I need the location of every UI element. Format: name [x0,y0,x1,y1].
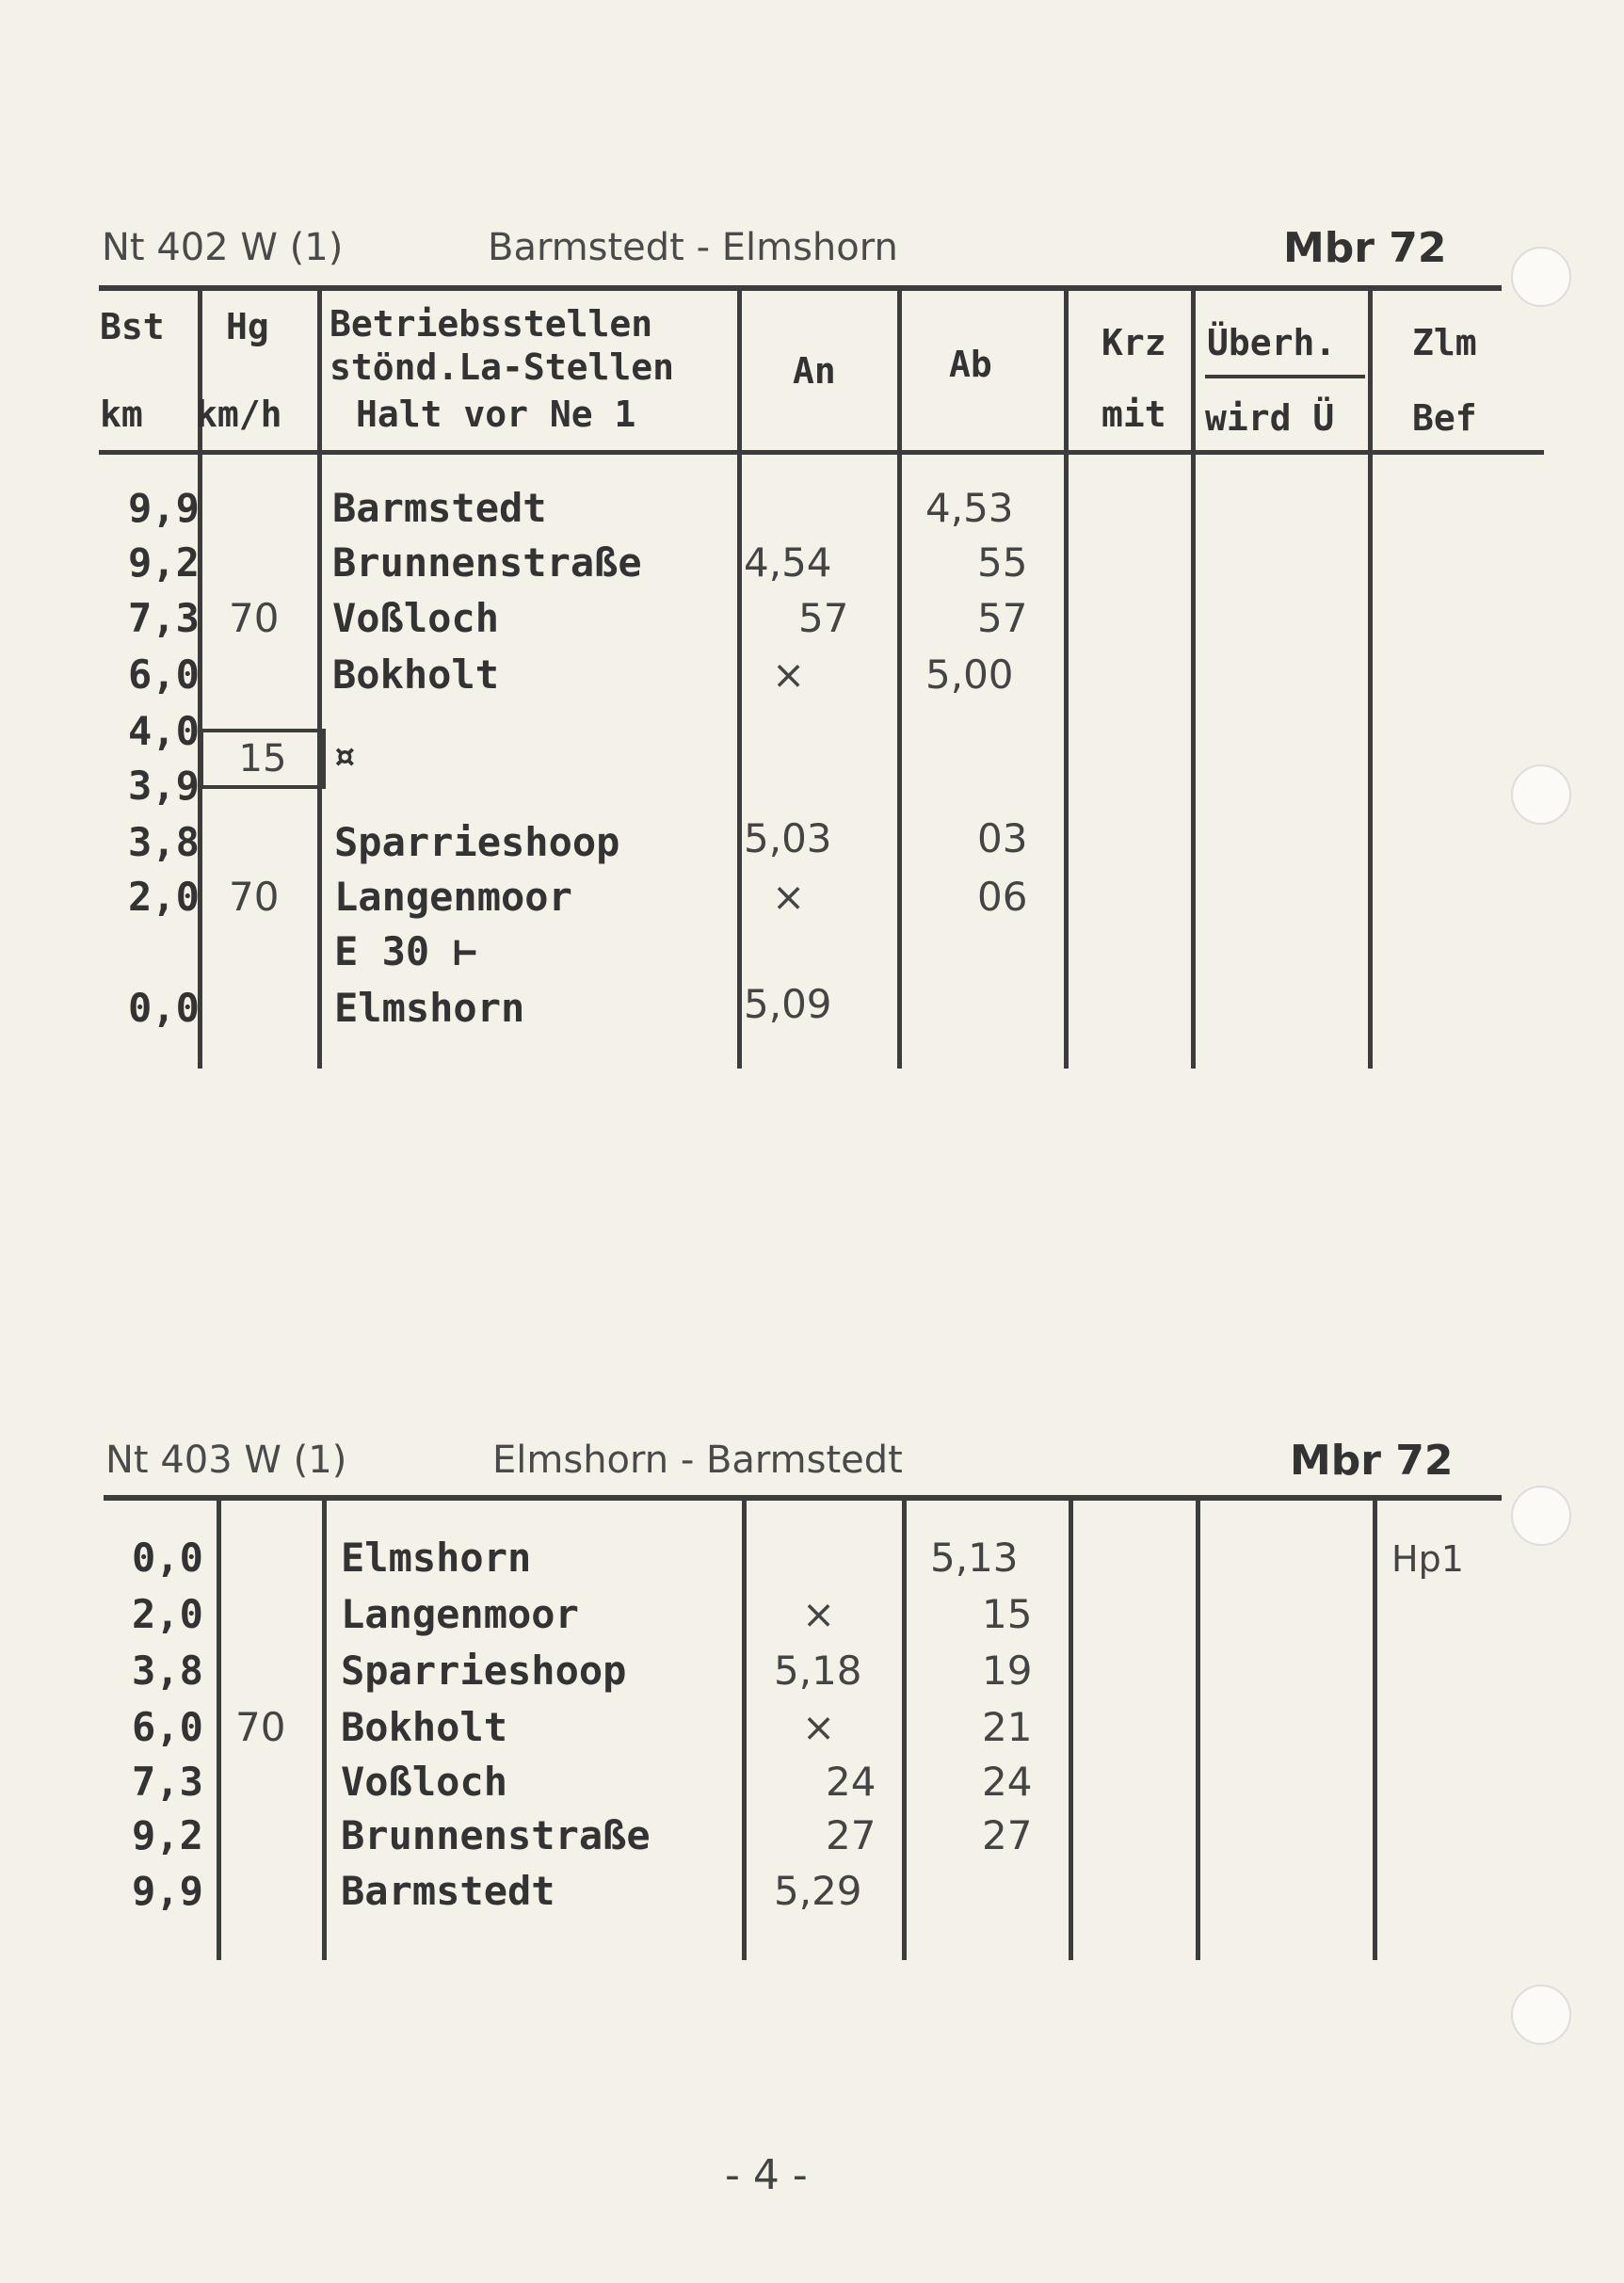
col-line [1069,1499,1073,1960]
ab-time: 5,00 [925,651,1014,698]
an-time: 5,09 [744,981,832,1027]
an-mark: × [802,1591,836,1637]
col-line [217,1499,221,1960]
km-value: 7,3 [132,1759,203,1805]
km-value: 2,0 [132,1591,203,1637]
km-value: 9,9 [128,485,200,531]
ab-time: 4,53 [925,485,1014,531]
col-line [317,287,322,1069]
col-line [742,1499,747,1960]
header-betrieb3: Halt vor Ne 1 [356,394,636,435]
train-number: Nt 403 W (1) [105,1439,347,1482]
ab-time: 15 [982,1591,1033,1637]
col-line [1064,287,1069,1069]
an-mark: × [802,1704,836,1750]
an-time: 5,18 [774,1648,862,1694]
table1-top-rule [99,285,1502,291]
an-time: 4,54 [744,539,832,586]
header-krz: Krz [1101,322,1166,363]
ab-time: 19 [982,1648,1033,1694]
an-time: 57 [798,595,849,641]
header-betrieb2: stönd.La-Stellen [330,346,675,388]
km-value: 0,0 [128,985,200,1031]
an-time: 24 [826,1759,876,1805]
station-name: Barmstedt [341,1868,555,1914]
col-line [1373,1499,1377,1960]
uberh-divider [1205,375,1365,378]
train-number: Nt 402 W (1) [102,226,344,269]
speed-value: 70 [229,874,280,920]
symbol-mark: ¤ [332,732,357,779]
ab-time: 5,13 [930,1535,1019,1581]
header-betrieb1: Betriebsstellen [330,303,653,345]
km-value: 3,9 [128,763,200,809]
speed-restriction-box [200,729,326,789]
ab-time: 24 [982,1759,1033,1805]
header-bst: Bst [100,306,165,347]
speed-sign: E 30 ⊢ [334,928,477,974]
km-value: 9,2 [128,539,200,586]
punch-hole [1511,1985,1571,2045]
col-line [1196,1499,1200,1960]
km-value: 9,9 [132,1868,203,1914]
station-name: Elmshorn [341,1535,532,1581]
station-name: Voßloch [341,1759,508,1805]
table1-header-rule [99,450,1544,455]
ab-time: 27 [982,1812,1033,1858]
km-value: 7,3 [128,595,200,641]
col-line [902,1499,907,1960]
ab-time: 21 [982,1704,1033,1750]
km-value: 4,0 [128,708,200,754]
km-value: 6,0 [132,1704,203,1750]
station-name: Voßloch [332,595,500,641]
km-value: 6,0 [128,651,200,698]
ab-time: 03 [977,815,1028,861]
header-uberh: Überh. [1207,322,1337,363]
header-bef: Bef [1412,397,1477,439]
speed-value: 70 [235,1704,286,1750]
col-line [737,287,742,1069]
km-value: 9,2 [132,1812,203,1858]
col-line [897,287,902,1069]
table2-top-rule [104,1495,1502,1501]
route: Barmstedt - Elmshorn [488,226,898,269]
header-an: An [793,350,836,392]
station-name: Sparrieshoop [334,819,620,865]
route: Elmshorn - Barmstedt [492,1439,903,1482]
an-mark: × [772,874,806,920]
station-name: Sparrieshoop [341,1648,627,1694]
station-name: Bokholt [332,651,500,698]
punch-hole [1511,764,1571,825]
speed-value: 70 [229,595,280,641]
header-hg: Hg [226,306,269,347]
header-zlm: Zlm [1412,322,1477,363]
col-line [322,1499,327,1960]
station-name: Bokholt [341,1704,508,1750]
mbr-label: Mbr 72 [1290,1437,1454,1485]
zlm-value: Hp1 [1391,1538,1464,1580]
ab-time: 06 [977,874,1028,920]
col-line [1368,287,1373,1069]
station-name: Langenmoor [341,1591,579,1637]
punch-hole [1511,1486,1571,1546]
station-name: Barmstedt [332,485,547,531]
station-name: Brunnenstraße [341,1812,651,1858]
an-time: 5,29 [774,1868,862,1914]
punch-hole [1511,247,1571,307]
header-kmh: km/h [196,394,282,435]
header-mit: mit [1101,394,1166,435]
page-number: - 4 - [725,2151,808,2199]
station-name: Brunnenstraße [332,539,642,586]
mbr-label: Mbr 72 [1283,224,1447,272]
an-time: 5,03 [744,815,832,861]
speed-value: 15 [238,737,287,780]
km-value: 0,0 [132,1535,203,1581]
station-name: Elmshorn [334,985,525,1031]
header-ab: Ab [949,344,992,385]
ab-time: 57 [977,595,1028,641]
station-name: Langenmoor [334,874,572,920]
km-value: 3,8 [132,1648,203,1694]
km-value: 3,8 [128,819,200,865]
an-mark: × [772,651,806,698]
header-km: km [100,394,143,435]
km-value: 2,0 [128,874,200,920]
an-time: 27 [826,1812,876,1858]
header-wird: wird Ü [1205,397,1335,439]
ab-time: 55 [977,539,1028,586]
col-line [1191,287,1196,1069]
